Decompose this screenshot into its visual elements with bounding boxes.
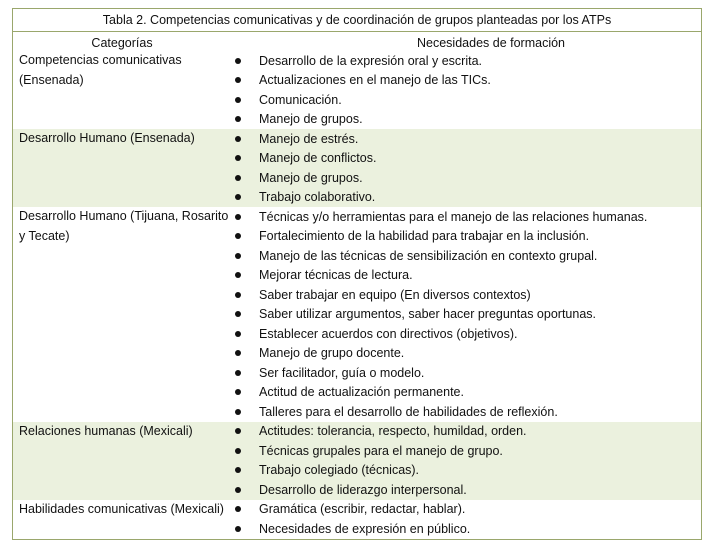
need-text: Manejo de estrés.	[259, 131, 359, 146]
bullet-icon	[235, 155, 241, 161]
bullet-icon	[235, 136, 241, 142]
category-group	[13, 129, 701, 207]
category-label: Desarrollo Humano (Tijuana, Rosarito y Tecate)	[19, 209, 229, 243]
list-item	[231, 402, 701, 422]
bullet-icon	[235, 487, 241, 493]
list-item	[231, 207, 701, 227]
list-item	[231, 500, 701, 520]
list-item	[231, 344, 701, 364]
needs-list	[231, 422, 701, 500]
need-text: Desarrollo de liderazgo interpersonal.	[259, 482, 467, 497]
bullet-icon	[235, 253, 241, 259]
table-title: Tabla 2. Competencias comunicativas y de coordinación de grupos planteadas por los ATPs	[13, 9, 701, 32]
bullet-icon	[235, 389, 241, 395]
category-label: Habilidades comunicativas (Mexicali)	[19, 501, 224, 516]
need-text: Saber utilizar argumentos, saber hacer preguntas oportunas.	[259, 307, 596, 322]
list-item	[231, 422, 701, 442]
needs-list	[231, 129, 701, 207]
list-item	[231, 227, 701, 247]
list-item	[231, 519, 701, 539]
bullet-icon	[235, 448, 241, 454]
need-text: Necesidades de expresión en público.	[259, 521, 471, 536]
list-item	[231, 168, 701, 188]
bullet-icon	[235, 116, 241, 122]
header-row	[13, 32, 701, 51]
needs-list	[231, 51, 701, 129]
list-item	[231, 129, 701, 149]
list-item	[231, 480, 701, 500]
need-text: Talleres para el desarrollo de habilidades de reflexión.	[259, 404, 558, 419]
header-needs: Necesidades de formación	[417, 36, 565, 50]
bullet-icon	[235, 350, 241, 356]
need-text: Actualizaciones en el manejo de las TICs.	[259, 73, 491, 88]
bullet-icon	[235, 77, 241, 83]
need-text: Comunicación.	[259, 92, 342, 107]
list-item	[231, 285, 701, 305]
category-label: Desarrollo Humano (Ensenada)	[19, 131, 195, 145]
need-text: Trabajo colegiado (técnicas).	[259, 463, 420, 478]
category-group	[13, 51, 701, 129]
need-text: Manejo de grupos.	[259, 170, 363, 185]
bullet-icon	[235, 428, 241, 434]
need-text: Manejo de grupo docente.	[259, 346, 405, 361]
bullet-icon	[235, 409, 241, 415]
category-group	[13, 422, 701, 500]
list-item	[231, 324, 701, 344]
need-text: Manejo de las técnicas de sensibilización en contexto grupal.	[259, 248, 598, 263]
need-text: Técnicas grupales para el manejo de grupo.	[259, 443, 503, 458]
bullet-icon	[235, 194, 241, 200]
need-text: Actitudes: tolerancia, respecto, humildad, orden.	[259, 424, 527, 439]
bullet-icon	[235, 233, 241, 239]
table-body	[13, 51, 701, 539]
need-text: Fortalecimiento de la habilidad para trabajar en la inclusión.	[259, 229, 590, 244]
category-label: Competencias comunicativas (Ensenada)	[19, 53, 182, 87]
list-item	[231, 441, 701, 461]
category-group	[13, 207, 701, 422]
bullet-icon	[235, 370, 241, 376]
competencias-table	[12, 8, 702, 540]
list-item	[231, 363, 701, 383]
need-text: Gramática (escribir, redactar, hablar).	[259, 502, 466, 517]
header-categories: Categorías	[91, 36, 153, 50]
bullet-icon	[235, 526, 241, 532]
need-text: Desarrollo de la expresión oral y escrita.	[259, 53, 483, 68]
need-text: Actitud de actualización permanente.	[259, 385, 464, 400]
list-item	[231, 51, 701, 71]
bullet-icon	[235, 58, 241, 64]
need-text: Manejo de grupos.	[259, 112, 363, 127]
category-label: Relaciones humanas (Mexicali)	[19, 423, 193, 438]
list-item	[231, 110, 701, 130]
bullet-icon	[235, 214, 241, 220]
list-item	[231, 246, 701, 266]
bullet-icon	[235, 292, 241, 298]
needs-list	[231, 500, 701, 539]
need-text: Ser facilitador, guía o modelo.	[259, 365, 425, 380]
bullet-icon	[235, 272, 241, 278]
bullet-icon	[235, 506, 241, 512]
list-item	[231, 266, 701, 286]
bullet-icon	[235, 467, 241, 473]
list-item	[231, 188, 701, 208]
need-text: Trabajo colaborativo.	[259, 190, 376, 205]
bullet-icon	[235, 331, 241, 337]
need-text: Manejo de conflictos.	[259, 151, 377, 166]
need-text: Mejorar técnicas de lectura.	[259, 268, 413, 283]
needs-list	[231, 207, 701, 422]
need-text: Saber trabajar en equipo (En diversos contextos)	[259, 287, 531, 302]
need-text: Técnicas y/o herramientas para el manejo de las relaciones humanas.	[259, 209, 648, 224]
list-item	[231, 90, 701, 110]
bullet-icon	[235, 175, 241, 181]
need-text: Establecer acuerdos con directivos (objetivos).	[259, 326, 518, 341]
list-item	[231, 71, 701, 91]
bullet-icon	[235, 97, 241, 103]
list-item	[231, 383, 701, 403]
list-item	[231, 305, 701, 325]
list-item	[231, 461, 701, 481]
list-item	[231, 149, 701, 169]
category-group	[13, 500, 701, 539]
bullet-icon	[235, 311, 241, 317]
